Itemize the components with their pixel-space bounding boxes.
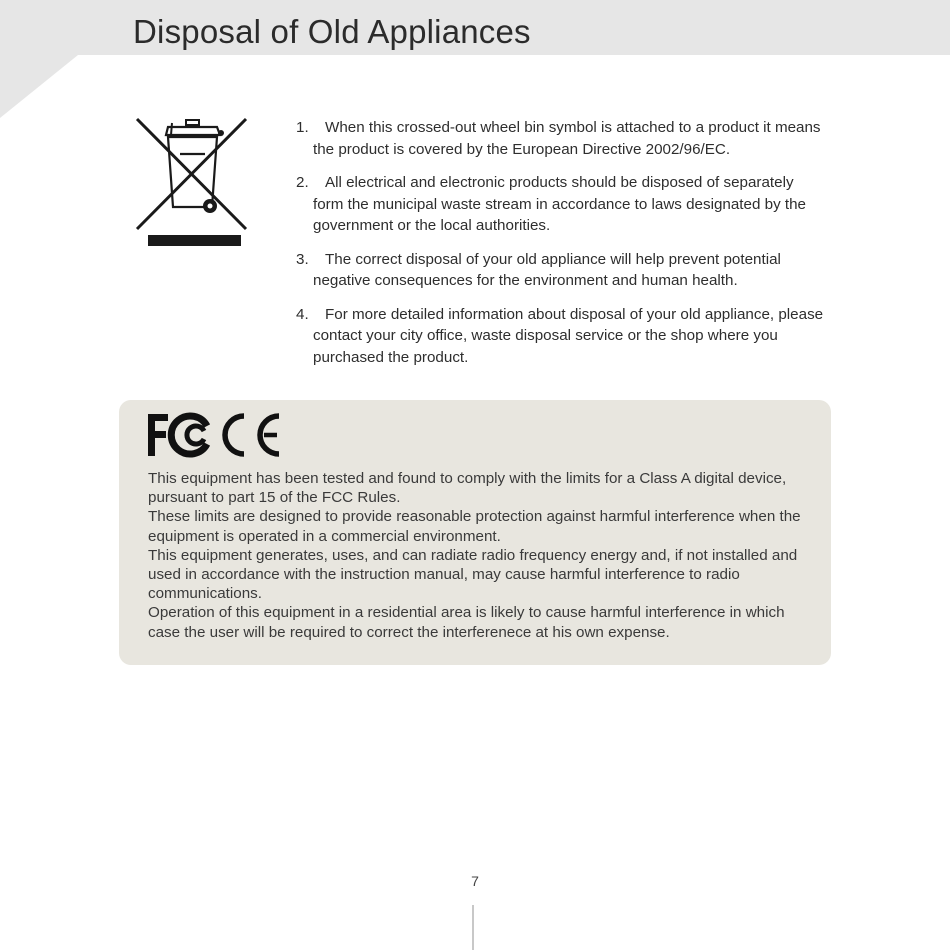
fcc-ce-marks: [148, 412, 288, 458]
fcc-paragraph: This equipment has been tested and found to comply with the limits for a Class A digital device, pursuant to part 15 of the FCC Rules.: [148, 470, 787, 507]
fcc-logo: [148, 414, 207, 456]
corner-tab-decoration: [0, 55, 80, 120]
page-number: 7: [471, 873, 479, 889]
fcc-paragraph: Operation of this equipment in a residential area is likely to cause harmful interference in which case the user will be required to correct the interferenece at his own expense.: [148, 604, 785, 641]
fcc-paragraph: These limits are designed to provide reasonable protection against harmful interference when the equipment is operated in a commercial environment.: [148, 508, 801, 545]
crossed-out-wheelie-bin-icon: [135, 117, 249, 248]
disposal-instructions-list: [296, 117, 826, 380]
list-item: [296, 117, 826, 160]
list-item-text: For more detailed information about disposal of your old appliance, please contact your city office, waste disposal service or the shop where you purchased the product.: [313, 305, 824, 366]
fcc-statement: [148, 469, 808, 642]
list-item-number: 4.: [296, 305, 309, 323]
list-item: [296, 249, 826, 292]
ce-logo: [225, 416, 279, 454]
list-item-text: The correct disposal of your old appliance will help prevent potential negative consequences for the environment and human health.: [313, 250, 781, 289]
compliance-notice-box: [119, 400, 831, 665]
list-item: [296, 304, 826, 369]
list-item-text: All electrical and electronic products should be disposed of separately form the municipal waste stream in accordance to laws designated by the government or the local authorities.: [313, 174, 807, 234]
page-footer-rule: [472, 905, 474, 950]
page-title: Disposal of Old Appliances: [133, 13, 531, 50]
fcc-paragraph: This equipment generates, uses, and can radiate radio frequency energy and, if not installed and used in accordance with the instruction manual, may cause harmful interference to radio communications.: [148, 546, 798, 603]
list-item-number: 3.: [296, 250, 309, 268]
list-item: [296, 172, 826, 237]
list-item-text: When this crossed-out wheel bin symbol is attached to a product it means the product is covered by the European Directive 2002/96/EC.: [313, 119, 821, 158]
list-item-number: 1.: [296, 119, 309, 136]
list-item-number: 2.: [296, 174, 309, 191]
